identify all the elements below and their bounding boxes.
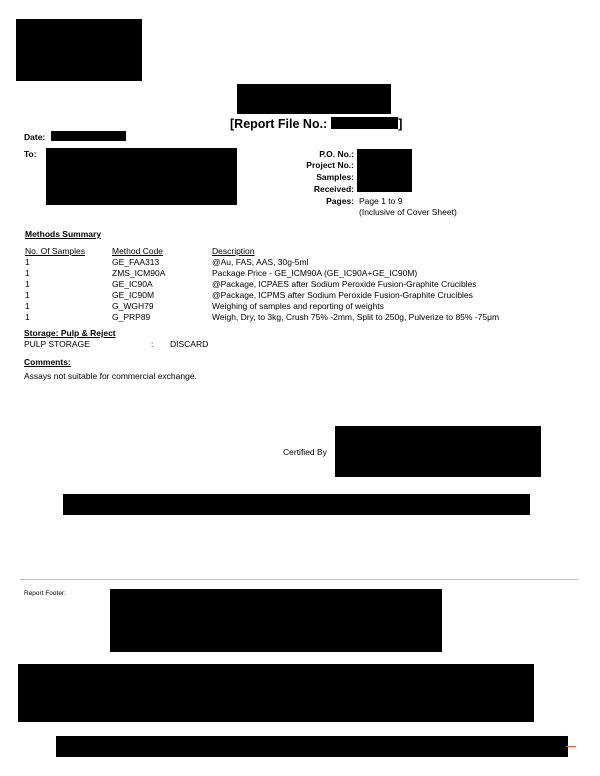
report-footer-label: Report Footer: <box>24 590 66 597</box>
comments-title: Comments: <box>24 357 71 367</box>
pages-note: (Inclusive of Cover Sheet) <box>359 207 457 217</box>
report-file-number-redaction <box>331 117 398 129</box>
footer-bottom-redaction <box>56 736 568 757</box>
footer-block-redaction <box>18 664 534 722</box>
header-no-of-samples: No. Of Samples <box>25 246 85 256</box>
address-redaction <box>46 148 237 205</box>
cell-samples: 1 <box>25 279 30 289</box>
comments-text: Assays not suitable for commercial exchange. <box>24 371 197 381</box>
cell-description: Package Price - GE_ICM90A (GE_IC90A+GE_IC90M) <box>212 268 418 278</box>
cell-description: @Package, ICPAES after Sodium Peroxide Fusion-Graphite Crucibles <box>212 279 477 289</box>
pages-label: Pages: <box>326 196 354 206</box>
project-label: Project No.: <box>306 160 354 170</box>
cell-method-code: GE_IC90A <box>112 279 153 289</box>
report-file-label: [Report File No.: <box>230 117 328 131</box>
cell-description: Weigh, Dry, to 3kg, Crush 75% -2mm, Split to 250g, Pulverize to 85% -75μm <box>212 312 500 322</box>
cell-method-code: GE_IC90M <box>112 290 155 300</box>
footer-accent-mark <box>566 746 576 747</box>
storage-title: Storage: Pulp & Reject <box>24 328 116 338</box>
methods-summary-title: Methods Summary <box>25 229 102 239</box>
report-file-close: ] <box>398 117 403 131</box>
date-label: Date: <box>24 132 46 142</box>
cell-samples: 1 <box>25 301 30 311</box>
cell-method-code: GE_FAA313 <box>112 257 160 267</box>
footer-text-redaction <box>110 589 442 652</box>
pages-value: Page 1 to 9 <box>359 196 403 206</box>
report-file-line <box>230 116 402 132</box>
cell-description: @Package, ICPMS after Sodium Peroxide Fusion-Graphite Crucibles <box>212 290 473 300</box>
date-redaction <box>51 131 126 141</box>
cell-description: Weighing of samples and reporting of weights <box>212 301 384 311</box>
title-redaction <box>237 84 391 114</box>
cell-samples: 1 <box>25 290 30 300</box>
logo-redaction <box>16 19 142 81</box>
cell-method-code: ZMS_ICM90A <box>112 268 166 278</box>
samples-label: Samples: <box>316 172 354 182</box>
storage-value: DISCARD <box>170 339 209 349</box>
storage-separator: : <box>151 339 154 349</box>
notice-redaction <box>63 494 530 515</box>
meta-values-redaction <box>357 149 412 192</box>
header-description: Description <box>212 246 255 256</box>
received-label: Received: <box>313 184 354 194</box>
cell-method-code: G_WGH79 <box>112 301 154 311</box>
cell-samples: 1 <box>25 312 30 322</box>
footer-divider <box>20 579 578 580</box>
signature-redaction <box>335 426 541 477</box>
to-label: To: <box>24 149 37 159</box>
po-label: P.O. No.: <box>319 149 354 159</box>
storage-label: PULP STORAGE <box>24 339 90 349</box>
certified-by-label: Certified By <box>283 447 327 457</box>
cell-samples: 1 <box>25 257 30 267</box>
cell-method-code: G_PRP89 <box>112 312 151 322</box>
cell-samples: 1 <box>25 268 30 278</box>
header-method-code: Method Code <box>112 246 164 256</box>
cell-description: @Au, FAS, AAS, 30g-5ml <box>212 257 309 267</box>
